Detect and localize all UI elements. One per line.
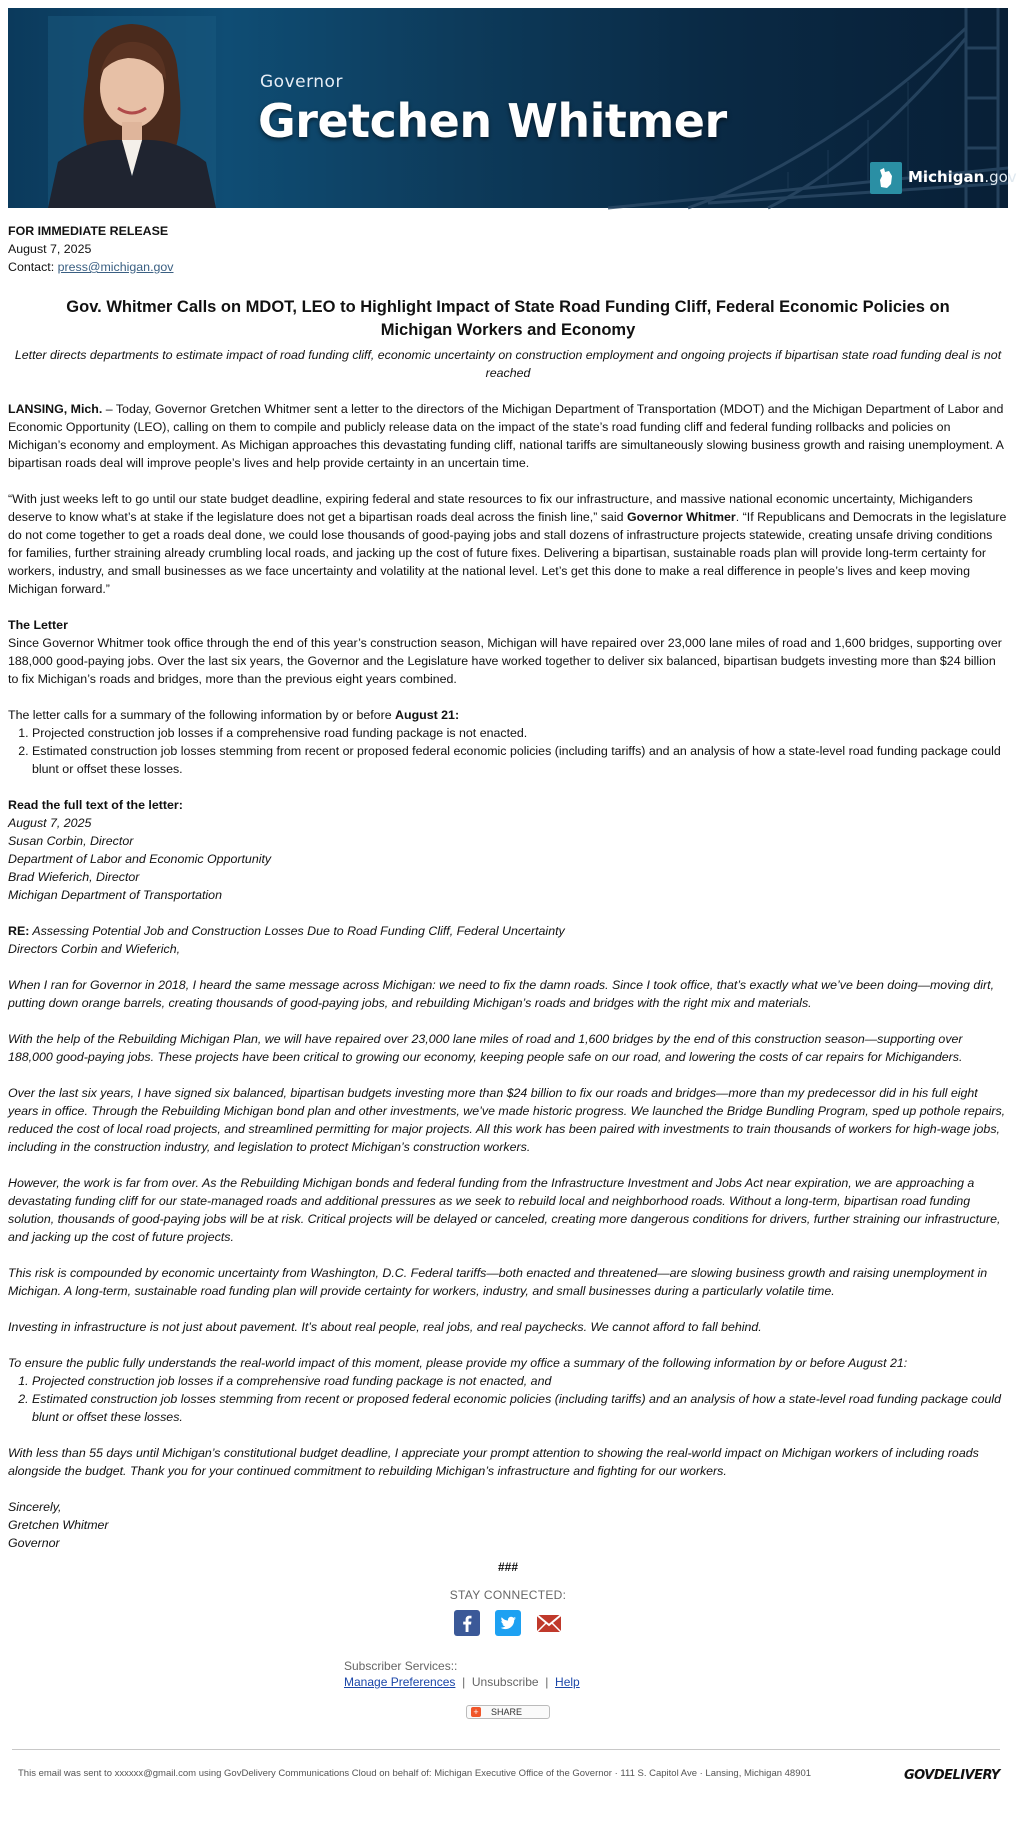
re-label: RE: (8, 924, 30, 938)
contact-label: Contact: (8, 260, 55, 274)
letter-address-block (8, 814, 1008, 904)
letter-paragraph: Investing in infrastructure is not just about pavement. It’s about real people, real jobs, and real paychecks. We cannot afford to fall behind. (8, 1320, 762, 1334)
release-label: FOR IMMEDIATE RELEASE (8, 224, 169, 238)
subheadline: Letter directs departments to estimate impact of road funding cliff, economic uncertainty on construction employment and ongoing projects if bipartisan state road funding deal is not reached (14, 348, 1002, 380)
separator: | (545, 1675, 549, 1689)
quote-part-2: . “If Republicans and Democrats in the legislature do not come together to get a roads deal done, we could lose thousands of good-paying jobs and stall dozens of infrastructure projects statewide, creating unsafe driving conditions for families, further straining already crumbling local roads, and jacking up the cost of future fixes. Delivering a bipartisan, sustainable roads plan will provide long-term certainty for workers, industry, and small businesses as we face uncertainty and volatility at the national level. Let’s get this done to make a real difference in people’s lives and keep moving Michigan forward.” (8, 510, 1007, 596)
share-area (8, 1700, 1008, 1719)
letter-paragraph: This risk is compounded by economic uncertainty from Washington, D.C. Federal tariffs—both enacted and threatened—are slowing business growth and raising unemployment in Michigan. A long-term, sustainable road funding plan will provide certainty for workers, industry, and small businesses during a particularly volatile time. (8, 1266, 988, 1298)
closing-paragraph: With less than 55 days until Michigan’s constitutional budget deadline, I appreciate your prompt attention to showing the real-world impact on Michigan workers of including roads alongside the budget. Thank you for your continued commitment to rebuilding Michigan’s infrastructure and fighting for our workers. (8, 1446, 979, 1478)
intro-text: – Today, Governor Gretchen Whitmer sent a letter to the directors of the Michigan Department of Transportation (MDOT) and the Michigan Department of Labor and Economic Opportunity (LEO), calling on them to compile and publicly release data on the impact of the state’s road funding cliff and federal funding rollbacks and policies on Michigan’s economy and employment. As Michigan approaches this devastating funding cliff, national tariffs are simultaneously slowing business growth and raising unemployment. A bipartisan roads deal will improve people’s lives and help provide certainty in an uncertain time. (8, 402, 1004, 470)
re-line (8, 922, 1008, 940)
list-item: 2. Estimated construction job losses stemming from recent or proposed federal economic policies (including tariffs) and an analysis of how a state-level road funding package could blunt or offset these losses. (32, 742, 1008, 778)
governor-portrait (48, 16, 216, 208)
michigan-logo-icon (870, 162, 902, 194)
brand-name: Michigan (908, 168, 985, 186)
letter-section-body: Since Governor Whitmer took office through the end of this year’s construction season, Michigan will have repaired over 23,000 lane miles of road and 1,600 bridges, supporting over 188,000 good-paying jobs. Over the last six years, the Governor and the Legislature have worked together to deliver six balanced, bipartisan budgets investing more than $24 billion to fix Michigan’s roads and bridges, more than the previous eight years combined. (8, 636, 1002, 686)
dateline: LANSING, Mich. (8, 402, 103, 416)
address-line: Department of Labor and Economic Opportunity (8, 852, 272, 866)
letter-paragraph: With the help of the Rebuilding Michigan Plan, we will have repaired over 23,000 lane miles of road and 1,600 bridges by the end of this construction season—supporting over 188,000 good-paying jobs. These projects have been critical to growing our economy, keeping people safe on our road, and lowering the costs of car repairs for Michiganders. (8, 1032, 963, 1064)
share-label: SHARE (491, 1707, 523, 1717)
michigan-gov-brand[interactable] (908, 168, 1017, 186)
govdelivery-logo[interactable]: GOVDELIVERY (904, 1768, 1000, 1783)
social-icons (8, 1610, 1008, 1638)
governor-name: Gretchen Whitmer (258, 94, 727, 148)
list-item: 2. Estimated construction job losses stemming from recent or proposed federal economic policies (including tariffs) and an analysis of how a state-level road funding package could blunt or offset these losses. (32, 1390, 1008, 1426)
letter-paragraph: Over the last six years, I have signed six balanced, bipartisan budgets investing more than $24 billion to fix our roads and bridges—more than my predecessor did in his full eight years in office. Through the Rebuilding Michigan bond plan and other investments, we’ve made historic progress. We launched the Bridge Bundling Program, sped up pothole repairs, reduced the cost of local road projects, and streamlined permitting for major projects. All this work has been paired with investments to train thousands of workers for high-wage jobs, including in the construction industry, and legislation to protect Michigan’s construction workers. (8, 1086, 1006, 1154)
calls-deadline: August 21 (395, 708, 455, 722)
unsubscribe-link[interactable]: Unsubscribe (471, 1675, 539, 1689)
headline: Gov. Whitmer Calls on MDOT, LEO to Highlight Impact of State Road Funding Cliff, Federal Economic Policies on Michigan Workers and Economy (66, 298, 950, 339)
address-line: August 7, 2025 (8, 816, 92, 830)
list-item: 1. Projected construction job losses if a comprehensive road funding package is not enacted, and (32, 1372, 1008, 1390)
contact-email-link[interactable]: press@michigan.gov (57, 260, 174, 274)
salutation: Directors Corbin and Wieferich, (8, 942, 181, 956)
calls-list (8, 724, 1008, 778)
calls-intro (8, 706, 1008, 724)
intro-paragraph (8, 400, 1008, 472)
stay-connected-label: STAY CONNECTED: (449, 1588, 567, 1602)
separator: | (462, 1675, 466, 1689)
facebook-icon[interactable] (454, 1610, 480, 1636)
address-line: Michigan Department of Transportation (8, 888, 222, 902)
subscriber-label: Subscriber Services:: (344, 1659, 458, 1673)
quote-part-1: “With just weeks left to go until our state budget deadline, expiring federal and state resources to fix our infrastructure, and massive national economic uncertainty, Michiganders deserve to know what’s at stake if the legislature does not get a bipartisan roads deal across the finish line,” said (8, 492, 973, 524)
signoff-line: Gretchen Whitmer (8, 1518, 109, 1532)
re-text: Assessing Potential Job and Construction Losses Due to Road Funding Cliff, Federal Uncertainty (29, 924, 565, 938)
manage-preferences-link[interactable]: Manage Preferences (344, 1675, 456, 1689)
release-block (8, 222, 1008, 276)
request-intro: To ensure the public fully understands the real-world impact of this moment, please provide my office a summary of the following information by or before August 21: (8, 1356, 908, 1370)
header-banner (8, 8, 1017, 208)
email-icon[interactable] (536, 1610, 562, 1636)
twitter-icon[interactable] (495, 1610, 521, 1636)
footer-note: This email was sent to xxxxxx@gmail.com using GovDelivery Communications Cloud on behalf of: Michigan Executive Office of the Governor · 111 S. Capitol Ave · Lansing, Michigan 48901 (18, 1768, 812, 1779)
quote-speaker: Governor Whitmer (626, 510, 736, 524)
signoff-line: Governor (8, 1536, 60, 1550)
end-marker: ### (497, 1560, 519, 1574)
plus-icon: + (471, 1707, 481, 1717)
calls-colon: : (454, 708, 460, 722)
letter-paragraph: However, the work is far from over. As the Rebuilding Michigan bonds and federal funding from the Infrastructure Investment and Jobs Act near expiration, we are approaching a devastating funding cliff for our state-managed roads and additional pressures as we seek to rebuild local and neighborhood roads. Without a long-term, bipartisan road funding solution, thousands of good-paying jobs will be at risk. Critical projects will be delayed or canceled, creating more dangerous conditions for drivers, further straining our infrastructure, and jacking up the cost of future projects. (8, 1176, 1001, 1244)
governor-label: Governor (260, 72, 343, 92)
share-button[interactable] (466, 1705, 550, 1719)
brand-suffix: .gov (984, 168, 1017, 186)
request-list (8, 1372, 1008, 1426)
signoff-line: Sincerely, (8, 1500, 62, 1514)
address-line: Brad Wieferich, Director (8, 870, 140, 884)
footer (8, 1750, 1008, 1800)
full-letter-title: Read the full text of the letter: (8, 798, 183, 812)
calls-intro-text: The letter calls for a summary of the following information by or before (8, 708, 396, 722)
help-link[interactable]: Help (555, 1675, 580, 1689)
list-item: 1. Projected construction job losses if a comprehensive road funding package is not enacted. (32, 724, 1008, 742)
signoff-block (8, 1498, 1008, 1552)
subscriber-services (344, 1658, 1008, 1690)
address-line: Susan Corbin, Director (8, 834, 134, 848)
quote-paragraph (8, 490, 1008, 598)
letter-paragraph: When I ran for Governor in 2018, I heard the same message across Michigan: we need to fix the damn roads. Since I took office, that’s exactly what we’ve been doing—moving dirt, putting down orange barrels, creating thousands of good-paying jobs, and rebuilding Michigan’s roads and bridges with the right mix and materials. (8, 978, 995, 1010)
letter-section-title: The Letter (8, 618, 68, 632)
release-date: August 7, 2025 (8, 242, 92, 256)
